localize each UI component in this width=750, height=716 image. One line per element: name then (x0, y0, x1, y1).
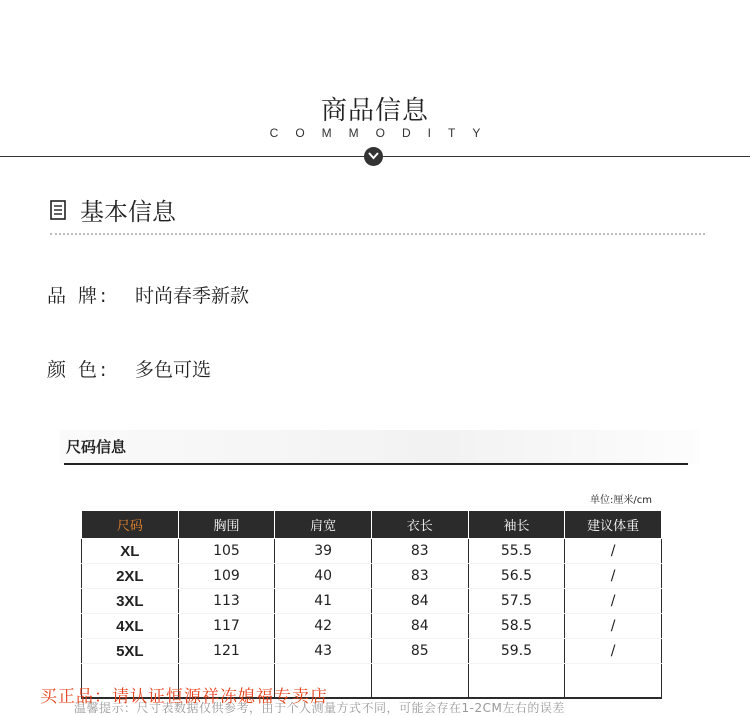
sleeve-cell: 58.5 (468, 614, 565, 639)
document-icon (50, 200, 68, 224)
size-cell: 5XL (82, 639, 179, 664)
color-label: 颜 色: (47, 359, 110, 381)
watermark-text: 买正品：请认证恒源祥冻媳福专卖店 (40, 687, 328, 707)
table-row (82, 564, 662, 589)
shoulder-cell: 42 (275, 614, 372, 639)
chest-cell: 113 (178, 589, 275, 614)
sleeve-cell: 55.5 (468, 539, 565, 564)
size-cell: 4XL (82, 614, 179, 639)
basic-info-title: 基本信息 (80, 198, 176, 226)
column-header: 胸围 (178, 511, 275, 539)
size-info-title: 尺码信息 (66, 438, 127, 456)
weight-cell: / (565, 614, 662, 639)
length-cell: 83 (371, 539, 468, 564)
page-subtitle: COMMODITY (269, 126, 498, 140)
size-table (81, 510, 662, 699)
page-title: 商品信息 (320, 96, 429, 126)
shoulder-cell: 40 (275, 564, 372, 589)
length-cell: 84 (371, 614, 468, 639)
color-value: 多色可选 (135, 359, 212, 381)
chevron-down-icon (364, 147, 383, 166)
column-header: 肩宽 (275, 511, 372, 539)
shoulder-cell: 43 (275, 639, 372, 664)
weight-cell: / (565, 539, 662, 564)
table-header-row (82, 511, 662, 539)
chest-cell: 109 (178, 564, 275, 589)
shoulder-cell: 39 (275, 539, 372, 564)
unit-note: 单位:厘米/cm (590, 495, 652, 506)
weight-cell: / (565, 639, 662, 664)
table-row (82, 539, 662, 564)
brand-label: 品 牌: (47, 285, 110, 307)
shoulder-cell: 41 (275, 589, 372, 614)
table-row (82, 614, 662, 639)
weight-cell: / (565, 564, 662, 589)
size-cell: 3XL (82, 589, 179, 614)
column-header: 衣长 (371, 511, 468, 539)
length-cell: 83 (371, 564, 468, 589)
weight-cell: / (565, 589, 662, 614)
length-cell: 84 (371, 589, 468, 614)
sleeve-cell: 57.5 (468, 589, 565, 614)
column-header: 建议体重 (565, 511, 662, 539)
column-header: 袖长 (468, 511, 565, 539)
chest-cell: 121 (178, 639, 275, 664)
chest-cell: 117 (178, 614, 275, 639)
sleeve-cell: 59.5 (468, 639, 565, 664)
sleeve-cell: 56.5 (468, 564, 565, 589)
length-cell: 85 (371, 639, 468, 664)
table-row (82, 589, 662, 614)
size-cell: XL (82, 539, 179, 564)
size-info-divider (64, 463, 688, 465)
column-header: 尺码 (82, 511, 179, 539)
size-disclaimer: 温馨提示：尺寸表数据仅供参考，由于个人测量方式不同，可能会存在1-2CM左右的误差 (74, 701, 565, 715)
dotted-divider (50, 233, 705, 235)
table-row (82, 639, 662, 664)
size-info-banner (60, 430, 700, 464)
brand-value: 时尚春季新款 (135, 285, 250, 307)
size-cell: 2XL (82, 564, 179, 589)
chest-cell: 105 (178, 539, 275, 564)
